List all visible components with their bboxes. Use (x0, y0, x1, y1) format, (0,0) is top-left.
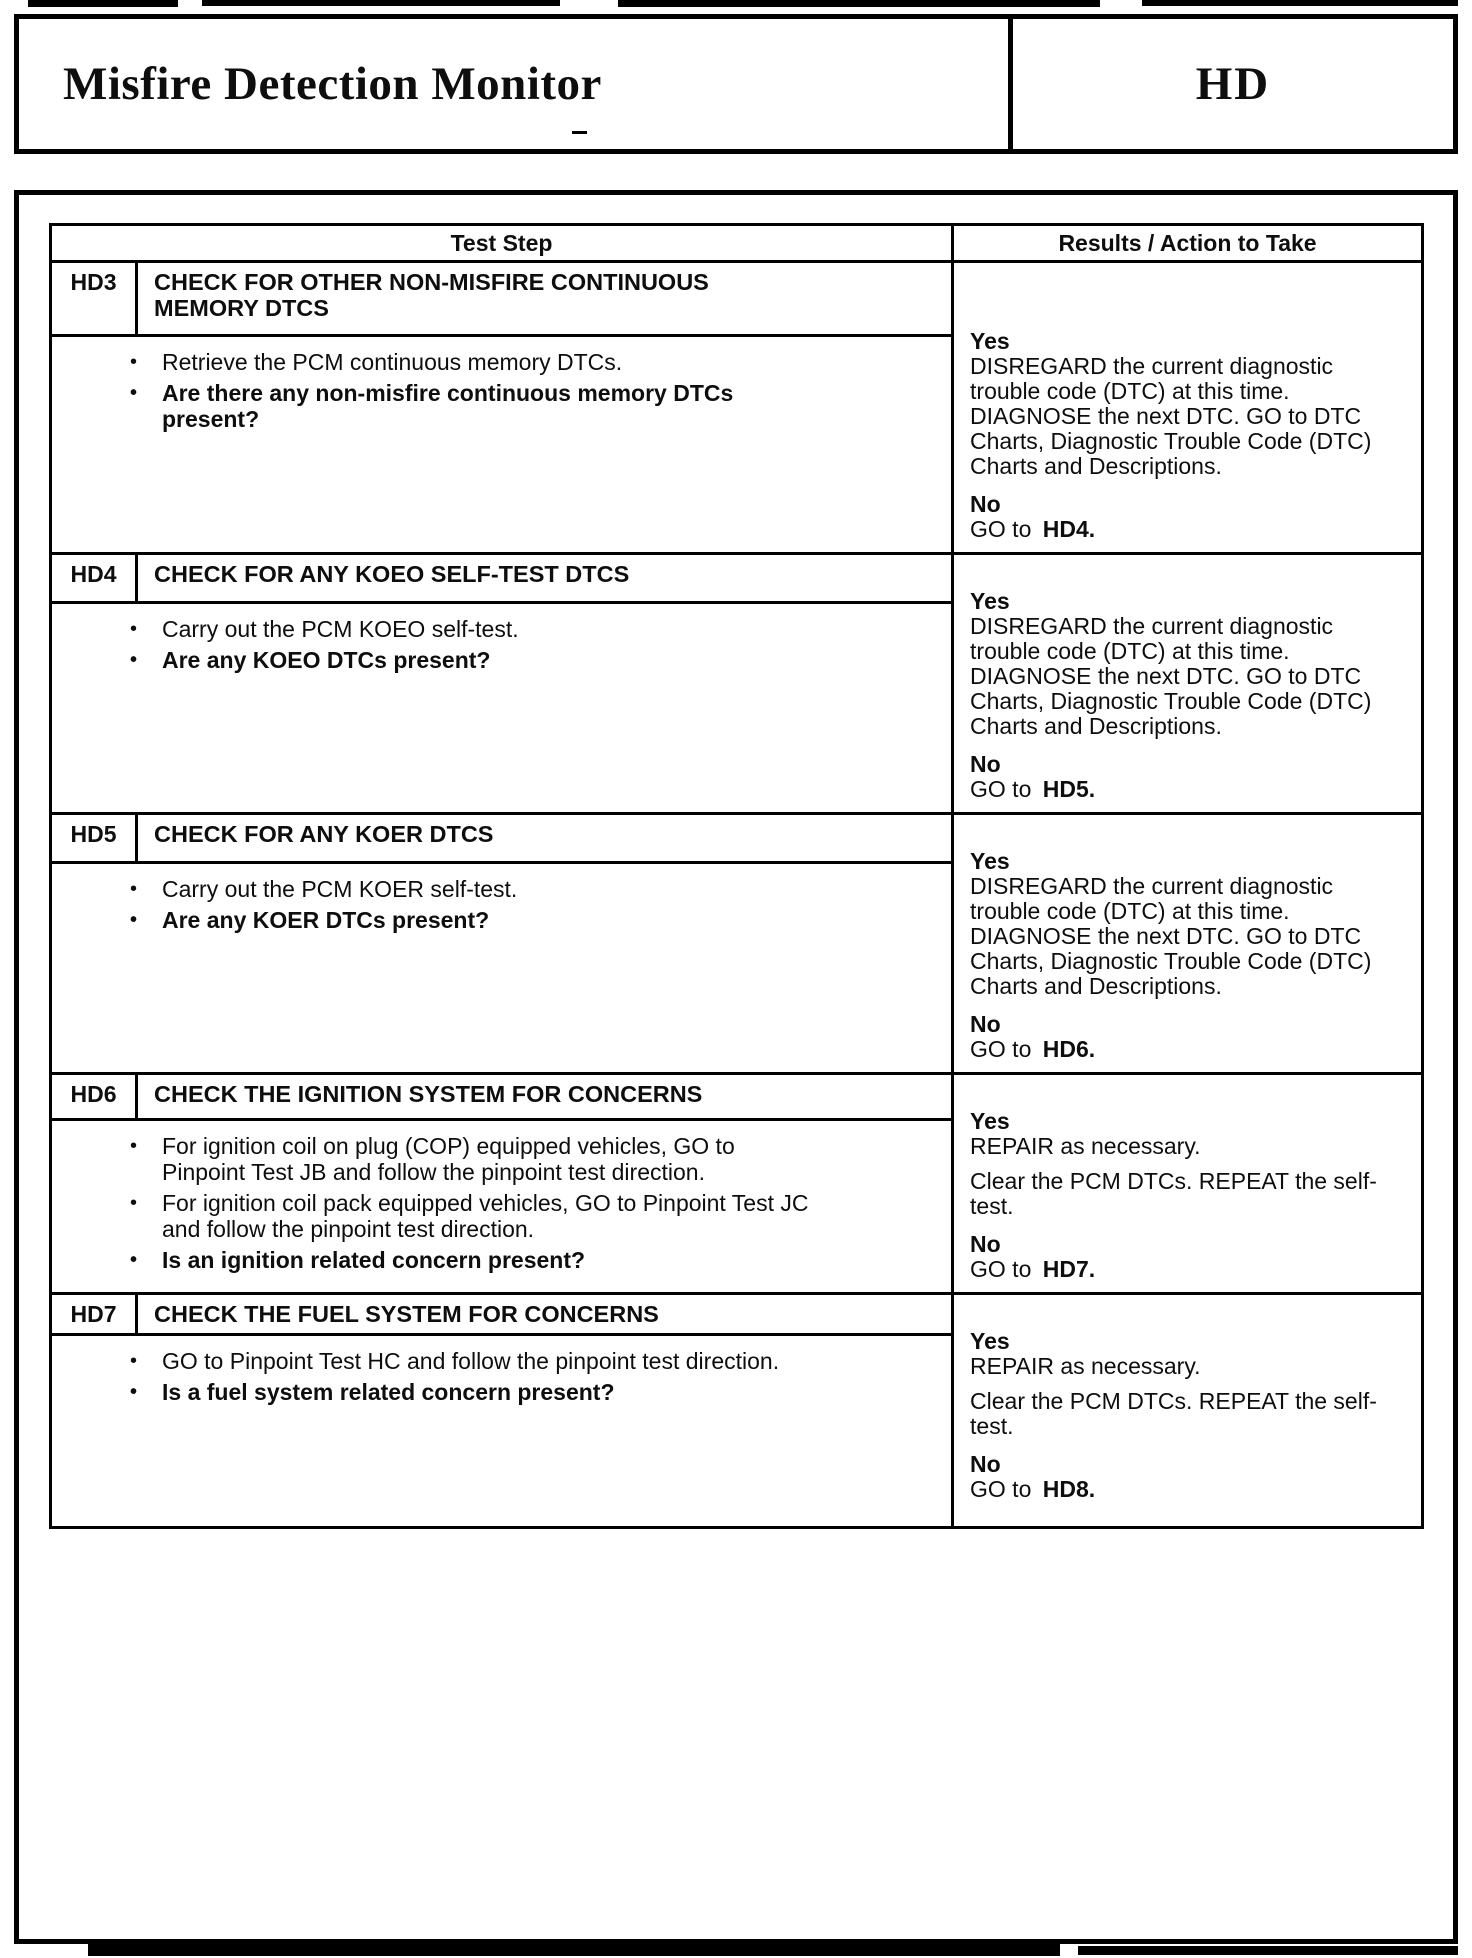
step-title: CHECK FOR ANY KOER DTCS (137, 814, 953, 863)
bullet-icon: • (130, 618, 138, 640)
result-paragraph (970, 1389, 1407, 1439)
step-bullets (51, 1335, 953, 1528)
content-frame (14, 190, 1458, 1944)
bullet-text: GO to Pinpoint Test HC and follow the pinpoint test direction. (162, 1348, 780, 1374)
result-goto-ref: HD7. (1042, 1256, 1096, 1282)
bullet-text: Retrieve the PCM continuous memory DTCs. (162, 349, 623, 375)
step-code: HD6 (51, 1074, 137, 1120)
scan-artifact (572, 131, 587, 134)
step-results (953, 814, 1423, 1074)
bullet-icon: • (130, 649, 138, 671)
test-table (49, 223, 1424, 1529)
result-label: No (970, 1231, 1001, 1257)
step-title: CHECK FOR OTHER NON-MISFIRE CONTINUOUS MEMORY DTCS (137, 262, 953, 336)
bullet-text: Carry out the PCM KOER self-test. (162, 876, 518, 902)
result-text: DISREGARD the current diagnostic trouble code (DTC) at this time. DIAGNOSE the next DTC. GO to DTC Charts, Diagnostic Trouble Code (DTC) Charts and Descriptions. (970, 353, 1372, 479)
bullet-item (52, 647, 931, 673)
result-label: Yes (970, 588, 1010, 614)
scan-artifact (618, 0, 1100, 7)
bullet-item (52, 1379, 931, 1405)
step-results (953, 1074, 1423, 1294)
bullet-item (52, 1247, 931, 1273)
result-text: REPAIR as necessary. (970, 1353, 1201, 1379)
bullet-icon: • (130, 1381, 138, 1403)
bullet-text: Is an ignition related concern present? (162, 1247, 586, 1273)
bullet-text: For ignition coil on plug (COP) equipped vehicles, GO to Pinpoint Test JB and follow the pinpoint test direction. (162, 1133, 735, 1185)
result-paragraph (970, 874, 1407, 999)
step-header-row-HD3 (51, 262, 1423, 336)
result-goto-ref: HD8. (1042, 1476, 1096, 1502)
bullet-item (52, 380, 931, 432)
result-paragraph (970, 354, 1407, 479)
step-bullets (51, 603, 953, 814)
result-text: DISREGARD the current diagnostic trouble code (DTC) at this time. DIAGNOSE the next DTC. GO to DTC Charts, Diagnostic Trouble Code (DTC) Charts and Descriptions. (970, 873, 1372, 999)
result-label: Yes (970, 1328, 1010, 1354)
result-label: No (970, 751, 1001, 777)
result-label: No (970, 491, 1001, 517)
step-bullets (51, 1120, 953, 1294)
code-section (1008, 19, 1453, 149)
bullet-item (52, 616, 931, 642)
result-text: GO to (970, 516, 1038, 542)
step-title: CHECK FOR ANY KOEO SELF-TEST DTCS (137, 554, 953, 603)
bullet-icon: • (130, 1249, 138, 1271)
step-results (953, 262, 1423, 554)
table-body (51, 262, 1423, 1528)
result-text: GO to (970, 776, 1038, 802)
bullet-icon: • (130, 382, 138, 404)
result-paragraph (970, 1477, 1407, 1502)
result-paragraph (970, 1354, 1407, 1379)
page-title: Misfire Detection Monitor (63, 58, 602, 110)
result-paragraph (970, 517, 1407, 542)
scan-artifact (88, 1944, 1060, 1956)
result-label: No (970, 1451, 1001, 1477)
step-code: HD3 (51, 262, 137, 336)
bullet-item (52, 1348, 931, 1374)
result-label: Yes (970, 328, 1010, 354)
step-header-row-HD5 (51, 814, 1423, 863)
result-goto-ref: HD4. (1042, 516, 1096, 542)
bullet-text: Are any KOER DTCs present? (162, 907, 490, 933)
scan-artifact (28, 0, 178, 7)
bullet-item (52, 907, 931, 933)
step-header-row-HD4 (51, 554, 1423, 603)
step-bullets (51, 336, 953, 554)
step-title: CHECK THE IGNITION SYSTEM FOR CONCERNS (137, 1074, 953, 1120)
result-text: Clear the PCM DTCs. REPEAT the self-test. (970, 1388, 1377, 1439)
result-paragraph (970, 1169, 1407, 1219)
col-header-test-step: Test Step (51, 225, 953, 262)
bullet-icon: • (130, 1192, 138, 1214)
step-code: HD5 (51, 814, 137, 863)
result-text: GO to (970, 1256, 1038, 1282)
result-text: GO to (970, 1476, 1038, 1502)
bullet-text: Are there any non-misfire continuous memory DTCs present? (162, 380, 734, 432)
result-paragraph (970, 1134, 1407, 1159)
bullet-text: Carry out the PCM KOEO self-test. (162, 616, 519, 642)
scan-artifact (202, 0, 560, 6)
result-goto-ref: HD5. (1042, 776, 1096, 802)
bullet-icon: • (130, 351, 138, 373)
bullet-item (52, 876, 931, 902)
result-label: Yes (970, 1108, 1010, 1134)
page-code: HD (1195, 58, 1271, 110)
step-bullets (51, 863, 953, 1074)
title-bar (14, 14, 1458, 154)
step-title: CHECK THE FUEL SYSTEM FOR CONCERNS (137, 1294, 953, 1335)
bullet-text: Is a fuel system related concern present? (162, 1379, 615, 1405)
bullet-icon: • (130, 909, 138, 931)
result-paragraph (970, 777, 1407, 802)
title-section (19, 19, 1008, 149)
result-paragraph (970, 1257, 1407, 1282)
scan-artifact (1142, 0, 1458, 6)
result-text: DISREGARD the current diagnostic trouble code (DTC) at this time. DIAGNOSE the next DTC. GO to DTC Charts, Diagnostic Trouble Code (DTC) Charts and Descriptions. (970, 613, 1372, 739)
result-text: REPAIR as necessary. (970, 1133, 1201, 1159)
bullet-icon: • (130, 878, 138, 900)
bullet-icon: • (130, 1135, 138, 1157)
step-header-row-HD6 (51, 1074, 1423, 1120)
result-paragraph (970, 1037, 1407, 1062)
step-code: HD7 (51, 1294, 137, 1335)
result-goto-ref: HD6. (1042, 1036, 1096, 1062)
scan-artifact (1078, 1946, 1458, 1955)
result-text: Clear the PCM DTCs. REPEAT the self-test. (970, 1168, 1377, 1219)
step-code: HD4 (51, 554, 137, 603)
table-header-row (51, 225, 1423, 262)
bullet-item (52, 1133, 931, 1185)
step-header-row-HD7 (51, 1294, 1423, 1335)
result-label: No (970, 1011, 1001, 1037)
bullet-item (52, 349, 931, 375)
step-results (953, 554, 1423, 814)
bullet-item (52, 1190, 931, 1242)
bullet-icon: • (130, 1350, 138, 1372)
bullet-text: For ignition coil pack equipped vehicles, GO to Pinpoint Test JC and follow the pinpoint test direction. (162, 1190, 809, 1242)
bullet-text: Are any KOEO DTCs present? (162, 647, 491, 673)
col-header-results: Results / Action to Take (953, 225, 1423, 262)
result-label: Yes (970, 848, 1010, 874)
result-paragraph (970, 614, 1407, 739)
step-results (953, 1294, 1423, 1528)
result-text: GO to (970, 1036, 1038, 1062)
